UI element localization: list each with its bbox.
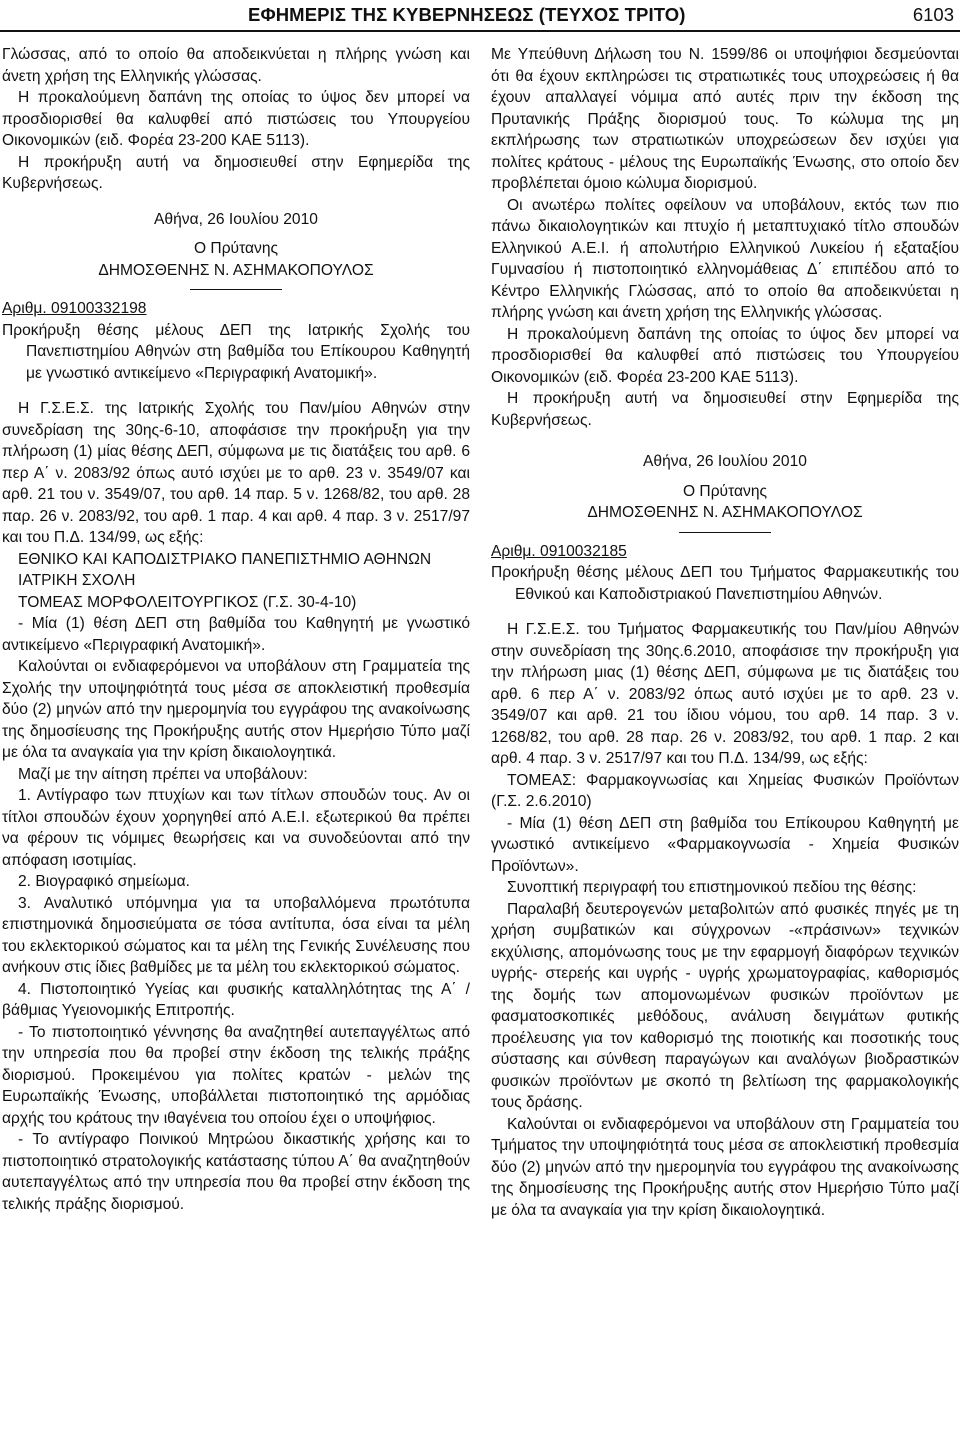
paragraph: Συνοπτική περιγραφή του επιστημονικού πεδίου της θέσης:: [507, 879, 917, 896]
sector-name: ΤΟΜΕΑΣ: Φαρμακογνωσίας και Χημείας Φυσικών Προϊόντων (Γ.Σ. 2.6.2010): [491, 771, 959, 810]
paragraph: Η προκήρυξη αυτή να δημοσιευθεί στην Εφημερίδα της Κυβερνήσεως.: [491, 390, 959, 429]
signature-name: ΔΗΜΟΣΘΕΝΗΣ Ν. ΑΣΗΜΑΚΟΠΟΥΛΟΣ: [98, 261, 374, 279]
list-item: 2. Βιογραφικό σημείωμα.: [18, 873, 190, 890]
paragraph: Μαζί με την αίτηση πρέπει να υποβάλουν:: [18, 765, 308, 783]
signature-date: Αθήνα, 26 Ιουλίου 2010: [154, 210, 318, 228]
paragraph: - Μία (1) θέση ΔΕΠ στη βαθμίδα του Καθηγητή με γνωστικό αντικείμενο «Περιγραφική Ανατομική».: [2, 615, 470, 654]
section-divider: [679, 532, 771, 533]
paragraph: Η προκήρυξη αυτή να δημοσιευθεί στην Εφημερίδα της Κυβερνήσεως.: [2, 153, 470, 192]
paragraph: Οι ανωτέρω πολίτες οφείλουν να υποβάλουν, εκτός των πιο πάνω δικαιολογητικών και πτυχίο ή μεταπτυχιακό τίτλο σπουδών Ελληνικού Α.Ε.Ι. ή απολυτήριο Ελληνικού Λυκείου ή εξαταξίου Γυμνασίου ή πιστοποιητικό ελληνομάθειας Δ΄ επιπέδου από το Κέντρο Ελληνικής Γλώσσας, από το οποίο θα αποδεικνύεται η πλήρης γνώση και άνετη χρήση της Ελληνικής γλώσσας.: [491, 196, 959, 321]
paragraph: Η προκαλούμενη δαπάνη της οποίας το ύψος δεν μπορεί να προσδιορισθεί θα καλυφθεί από πιστώσεις του Υπουργείου Οικονομικών (ειδ. Φορέα 23-200 ΚΑΕ 5113).: [491, 325, 959, 386]
page-header: [0, 0, 960, 30]
school-name: ΙΑΤΡΙΚΗ ΣΧΟΛΗ: [18, 572, 136, 589]
reference-subject: Προκήρυξη θέσης μέλους ΔΕΠ της Ιατρικής Σχολής του Πανεπιστημίου Αθηνών στη βαθμίδα του Επίκουρου Καθηγητή με γνωστικό αντικείμενο «Περιγραφική Ανατομική».: [2, 321, 470, 382]
header-divider: [0, 30, 960, 32]
paragraph: - Το πιστοποιητικό γέννησης θα αναζητηθεί αυτεπαγγέλτως από την υπηρεσία που θα προβεί στην έκδοση της τελικής πράξης διορισμού. Προκειμένου για πολίτες κρατών - μελών της Ευρωπαϊκής Ένωσης, υποβάλλεται πιστοποιητικό της αρμόδιας αρχής του κράτους την ιθαγένεια του οποίου έχει ο υποψήφιος.: [2, 1023, 470, 1127]
paragraph: Καλούνται οι ενδιαφερόμενοι να υποβάλουν στη Γραμματεία της Σχολής την υποψηφιότητά τους μέσα σε αποκλειστική προθεσμία δύο (2) μηνών από την ημερομηνία του εγγράφου της ανακοίνωσης της δημοσίευσης της Προκήρυξης αυτής στον Ημερήσιο Τύπο μαζί με όλα τα αναγκαία για την κρίση δικαιολογητικά.: [2, 658, 470, 761]
gazette-title: ΕΦΗΜΕΡΙΣ ΤΗΣ ΚΥΒΕΡΝΗΣΕΩΣ (ΤΕΥΧΟΣ ΤΡΙΤΟ): [248, 4, 686, 25]
list-item: 4. Πιστοποιητικό Υγείας και φυσικής καταλληλότητας της Α΄ /βάθμιας Υγειονομικής Επιτροπής.: [2, 980, 470, 1019]
list-item: 3. Αναλυτικό υπόμνημα για τα υποβαλλόμενα πρωτότυπα επιστημονικά δημοσιεύματα σε τόσα αντίτυπα, όσα είναι τα μέλη του εκλεκτορικού σώματος και τα μέλη της Γενικής Συνέλευσης που ανήκουν στις ίδιες βαθμίδες με τα μέλη του εκλεκτορικού σώματος.: [2, 894, 470, 976]
paragraph: Η Γ.Σ.Ε.Σ. του Τμήματος Φαρμακευτικής του Παν/μίου Αθηνών στην συνεδρίαση της 30ης.6.2010, αποφάσισε την προκήρυξη για την πλήρωση μιας (1) θέσης ΔΕΠ, σύμφωνα με τις διατάξεις του αρθ. 6 περ Α΄ ν. 2083/92 όπως αυτό ισχύει με το αρθ. 23 ν. 3549/07 και αρθ. 21 του ίδιου νόμου, του αρθ. 14 παρ. 3 ν. 1268/82, του αρθ. 28 παρ. 26 ν. 2083/92, του αρθ. 1 παρ. 2 και αρθ. 4 παρ. 3 ν. 2517/97 και του Π.Δ. 134/99, ως εξής:: [491, 621, 959, 767]
reference-number: Αριθμ. 0910032185: [491, 542, 627, 560]
left-column: [2, 44, 470, 1215]
page-number: 6103: [912, 4, 954, 25]
signature-name: ΔΗΜΟΣΘΕΝΗΣ Ν. ΑΣΗΜΑΚΟΠΟΥΛΟΣ: [587, 504, 863, 521]
reference-number: Αριθμ. 09100332198: [2, 300, 147, 317]
paragraph: Με Υπεύθυνη Δήλωση του Ν. 1599/86 οι υποψήφιοι δεσμεύονται ότι θα έχουν εκπληρώσει τις στρατιωτικές τους υποχρεώσεις ή θα έχουν απαλλαγεί νόμιμα από αυτές πριν την έκδοση της Πρυτανικής Πράξης διορισμού τους. Το κώλυμα της μη εκπλήρωσης των στρατιωτικών υποχρεώσεων δεν ισχύει για πολίτες κράτους - μέλους της Ευρωπαϊκής Ένωσης, στο οποίο δεν προβλέπεται όμοιο κώλυμα διορισμού.: [491, 46, 959, 192]
paragraph: Καλούνται οι ενδιαφερόμενοι να υποβάλουν στη Γραμματεία του Τμήματος την υποψηφιότητά τους μέσα σε αποκλειστική προθεσμία δύο (2) μηνών από την ημερομηνία του εγγράφου της ανακοίνωσης της δημοσίευσης της Προκήρυξης αυτής στον Ημερήσιο Τύπο μαζί με όλα τα αναγκαία για την κρίση δικαιολογητικά.: [491, 1115, 959, 1219]
reference-subject: Προκήρυξη θέσης μέλους ΔΕΠ του Τμήματος Φαρμακευτικής του Εθνικού και Καποδιστριακού Πανεπιστημίου Αθηνών.: [491, 564, 959, 603]
paragraph: - Το αντίγραφο Ποινικού Μητρώου δικαστικής χρήσης και το πιστοποιητικό στρατολογικής κατάστασης τύπου Α΄ θα αναζητηθούν αυτεπαγγέλτως από την υπηρεσία που θα προβεί στην έκδοση της τελικής πράξης διορισμού.: [2, 1131, 470, 1213]
sector-name: ΤΟΜΕΑΣ ΜΟΡΦΟΛΕΙΤΟΥΡΓΙΚΟΣ (Γ.Σ. 30-4-10): [18, 593, 357, 611]
paragraph: Η Γ.Σ.Ε.Σ. της Ιατρικής Σχολής του Παν/μίου Αθηνών στην συνεδρίαση της 30ης-6-10, αποφάσισε την προκήρυξη για την πλήρωση (1) μίας θέσης ΔΕΠ, σύμφωνα με τις διατάξεις του αρθ. 6 περ Α΄ ν. 2083/92 όπως αυτό ισχύει με το αρθ. 23 ν. 3549/07 και αρθ. 21 του ν. 3549/07, του αρθ. 14 παρ. 5 ν. 1268/82, του αρθ. 28 παρ. 26 ν. 2083/92, του αρθ. 1 παρ. 4 και αρθ. 4 παρ. 3 ν. 2517/97 και του Π.Δ. 134/99, ως εξής:: [2, 400, 470, 546]
paragraph: Γλώσσας, από το οποίο θα αποδεικνύεται η πλήρης γνώση και άνετη χρήση της Ελληνικής γλώσσας.: [2, 46, 470, 85]
right-column: [491, 44, 959, 1221]
paragraph: - Μία (1) θέση ΔΕΠ στη βαθμίδα του Επίκουρου Καθηγητή με γνωστικό αντικείμενο «Φαρμακογνωσία - Χημεία Φυσικών Προϊόντων».: [491, 814, 959, 875]
paragraph: Παραλαβή δευτερογενών μεταβολιτών από φυσικές πηγές με τη χρήση συμβατικών και σύγχρονων -«πράσινων» τεχνικών εκχύλισης, απομόνωσης τους με την εφαρμογή διαφόρων τεχνικών υγρής- στερεής και υγρής - υγρής χρωματογραφίας, καθορισμός της δομής των απομονωμένων φυσικών προϊόντων με φασματοσκοπικές μεθόδους, ανάλυση δειγμάτων φυτικής προέλευσης για τον καθορισμό της ποιοτικής και ποσοτικής τους σύστασης και σύνθεση παραγώγων και αναλόγων βιοδραστικών φυσικών προϊόντων με σκοπό τη βελτίωση της φαρμακολογικής τους δράσης.: [491, 900, 959, 1111]
signature-role: Ο Πρύτανης: [193, 240, 279, 257]
list-item: 1. Αντίγραφο των πτυχίων και των τίτλων σπουδών τους. Αν οι τίτλοι σπουδών έχουν χορηγηθεί από Α.Ε.Ι. εξωτερικού θα πρέπει να φέρουν τις νόμιμες θεωρήσεις και να συνοδεύονται από την απόφαση ισοτιμίας.: [2, 787, 470, 869]
signature-date: Αθήνα, 26 Ιουλίου 2010: [643, 453, 807, 470]
paragraph: Η προκαλούμενη δαπάνη της οποίας το ύψος δεν μπορεί να προσδιορισθεί θα καλυφθεί από πιστώσεις του Υπουργείου Οικονομικών (ειδ. Φορέα 23-200 ΚΑΕ 5113).: [2, 89, 470, 149]
signature-role: Ο Πρύτανης: [682, 482, 768, 500]
university-name: ΕΘΝΙΚΟ ΚΑΙ ΚΑΠΟΔΙΣΤΡΙΑΚΟ ΠΑΝΕΠΙΣΤΗΜΙΟ ΑΘΗΝΩΝ: [18, 550, 432, 568]
section-divider: [190, 289, 282, 290]
